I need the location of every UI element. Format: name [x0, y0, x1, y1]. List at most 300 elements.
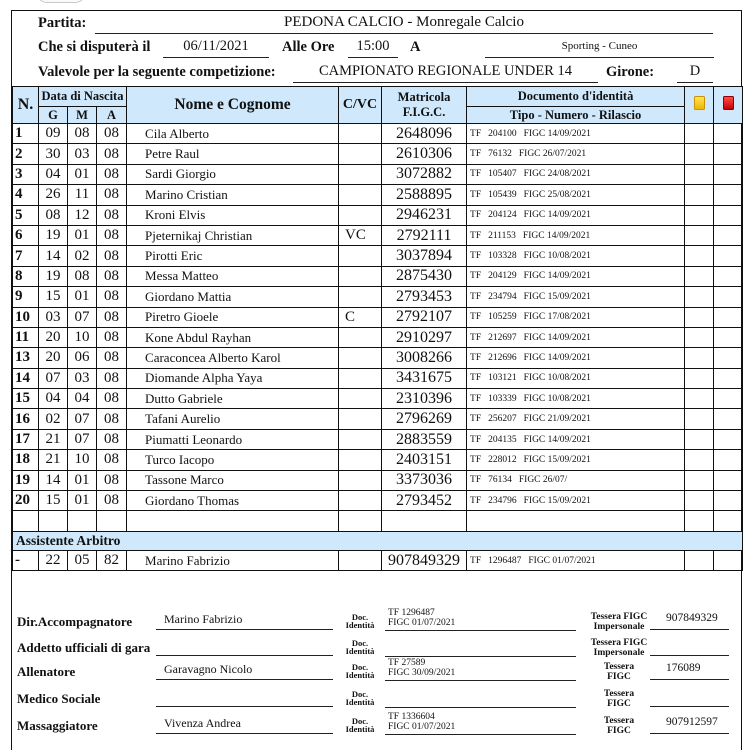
birth-day[interactable]: 22 — [39, 550, 68, 570]
birth-day[interactable]: 08 — [39, 205, 68, 225]
birth-year[interactable]: 08 — [97, 327, 127, 347]
red-card-cell[interactable] — [714, 389, 743, 409]
col-header-month: M — [68, 107, 97, 124]
player-name[interactable]: Piretro Gioele — [127, 307, 339, 327]
table-row — [13, 225, 743, 245]
doc-label-line2: Identità — [345, 670, 375, 680]
birth-year[interactable]: 08 — [97, 307, 127, 327]
birth-month[interactable]: 07 — [68, 307, 97, 327]
doc-label-line1: Doc. — [351, 716, 369, 726]
table-row — [13, 266, 743, 286]
birth-day[interactable]: 19 — [39, 225, 68, 245]
player-name[interactable]: Marino Fabrizio — [127, 550, 339, 570]
captain-flag[interactable] — [339, 368, 382, 388]
identity-document[interactable] — [467, 185, 685, 205]
birth-day[interactable] — [39, 511, 68, 531]
table-row — [13, 450, 743, 470]
player-name[interactable] — [127, 511, 339, 531]
red-card-cell[interactable] — [714, 205, 743, 225]
yellow-card-cell[interactable] — [685, 348, 714, 368]
matricola[interactable]: 2793452 — [382, 491, 467, 511]
doc-issue: FIGC 15/09/2021 — [523, 454, 591, 465]
matricola[interactable]: 2792107 — [382, 307, 467, 327]
matricola[interactable]: 907849329 — [382, 550, 467, 570]
yellow-card-cell[interactable] — [685, 307, 714, 327]
table-row — [13, 307, 743, 327]
captain-flag[interactable] — [339, 266, 382, 286]
tessera-figc-field[interactable]: 176089 — [650, 662, 729, 680]
birth-year[interactable]: 08 — [97, 185, 127, 205]
yellow-card-cell[interactable] — [685, 491, 714, 511]
tessera-figc-field[interactable] — [650, 638, 729, 656]
birth-month[interactable]: 05 — [68, 550, 97, 570]
player-number[interactable]: 8 — [13, 266, 39, 286]
matricola[interactable]: 2946231 — [382, 205, 467, 225]
doc-number: 204135 — [488, 434, 517, 445]
doc-type: TF — [470, 149, 482, 160]
red-card-cell[interactable] — [714, 470, 743, 490]
table-row — [13, 185, 743, 205]
yellow-card-cell[interactable] — [685, 368, 714, 388]
player-number[interactable]: 20 — [13, 491, 39, 511]
birth-month[interactable]: 07 — [68, 429, 97, 449]
captain-flag[interactable] — [339, 348, 382, 368]
staff-document-field[interactable] — [385, 609, 576, 631]
yellow-card-cell[interactable] — [685, 409, 714, 429]
yellow-card-cell[interactable] — [685, 429, 714, 449]
birth-month[interactable]: 08 — [68, 124, 97, 144]
birth-day[interactable]: 20 — [39, 348, 68, 368]
player-number[interactable]: 18 — [13, 450, 39, 470]
doc-type: TF — [470, 189, 482, 200]
girone-label: Girone: — [606, 64, 655, 80]
venue-field[interactable] — [485, 38, 714, 58]
player-name[interactable]: Giordano Thomas — [127, 491, 339, 511]
birth-day[interactable]: 15 — [39, 287, 68, 307]
identity-document[interactable] — [467, 307, 685, 327]
matricola[interactable]: 2792111 — [382, 225, 467, 245]
player-number[interactable]: 3 — [13, 164, 39, 184]
date-value: 06/11/2021 — [183, 38, 249, 54]
birth-month[interactable]: 08 — [68, 266, 97, 286]
time-field[interactable] — [348, 38, 398, 58]
venue-label: A — [410, 39, 421, 55]
birth-day[interactable]: 04 — [39, 389, 68, 409]
player-number[interactable]: 1 — [13, 124, 39, 144]
birth-month[interactable]: 03 — [68, 368, 97, 388]
staff-name-field[interactable]: Vivenza Andrea — [156, 716, 333, 734]
tessera-figc-field[interactable]: 907912597 — [650, 716, 729, 734]
doc-label-line2: Identità — [345, 646, 375, 656]
captain-flag[interactable] — [339, 511, 382, 531]
matricola[interactable]: 3431675 — [382, 368, 467, 388]
staff-name-field[interactable] — [156, 689, 333, 707]
identity-document[interactable] — [467, 409, 685, 429]
staff-name-field[interactable]: Garavagno Nicolo — [156, 662, 333, 680]
birth-month[interactable]: 06 — [68, 348, 97, 368]
birth-year[interactable]: 08 — [97, 389, 127, 409]
player-name[interactable]: Caraconcea Alberto Karol — [127, 348, 339, 368]
staff-document-field[interactable] — [385, 635, 576, 657]
captain-flag[interactable] — [339, 550, 382, 570]
doc-line1: TF 27589 — [388, 658, 426, 668]
red-card-cell[interactable] — [714, 327, 743, 347]
doc-label-line2: Identità — [345, 620, 375, 630]
red-card-cell[interactable] — [714, 124, 743, 144]
birth-day[interactable]: 04 — [39, 164, 68, 184]
yellow-card-cell[interactable] — [685, 287, 714, 307]
player-number[interactable]: 4 — [13, 185, 39, 205]
birth-day[interactable]: 09 — [39, 124, 68, 144]
matricola[interactable]: 2610306 — [382, 144, 467, 164]
staff-role-label: Massaggiatore — [17, 718, 98, 733]
staff-name-field[interactable] — [156, 638, 333, 656]
staff-document-field[interactable] — [385, 686, 576, 708]
doc-line2: FIGC 30/09/2021 — [388, 667, 456, 678]
doc-line2: FIGC 01/07/2021 — [388, 721, 456, 732]
red-card-cell[interactable] — [714, 185, 743, 205]
player-number[interactable]: 2 — [13, 144, 39, 164]
red-card-cell[interactable] — [714, 266, 743, 286]
birth-month[interactable]: 10 — [68, 327, 97, 347]
birth-year[interactable]: 82 — [97, 550, 127, 570]
player-number[interactable]: 7 — [13, 246, 39, 266]
doc-identita-label — [343, 690, 377, 706]
doc-number: 256207 — [488, 414, 517, 425]
yellow-card-cell[interactable] — [685, 266, 714, 286]
captain-flag[interactable] — [339, 491, 382, 511]
identity-document[interactable] — [467, 389, 685, 409]
birth-month[interactable]: 01 — [68, 164, 97, 184]
birth-year[interactable]: 08 — [97, 124, 127, 144]
red-card-cell[interactable] — [714, 550, 743, 570]
yellow-card-cell[interactable] — [685, 470, 714, 490]
matricola[interactable]: 3373036 — [382, 470, 467, 490]
matricola[interactable]: 3008266 — [382, 348, 467, 368]
birth-year[interactable] — [97, 511, 127, 531]
red-card-cell[interactable] — [714, 450, 743, 470]
matricola[interactable]: 2796269 — [382, 409, 467, 429]
doc-type: TF — [470, 312, 482, 323]
yellow-card-cell[interactable] — [685, 246, 714, 266]
doc-line1: TF 1336604 — [388, 712, 435, 722]
identity-document[interactable] — [467, 368, 685, 388]
identity-document[interactable] — [467, 450, 685, 470]
yellow-card-cell[interactable] — [685, 389, 714, 409]
captain-flag[interactable] — [339, 185, 382, 205]
yellow-card-cell[interactable] — [685, 327, 714, 347]
tessera-figc-field[interactable]: 907849329 — [650, 612, 729, 630]
doc-type: TF — [470, 555, 482, 566]
identity-document[interactable] — [467, 124, 685, 144]
identity-document[interactable] — [467, 144, 685, 164]
doc-line1: TF 1296487 — [388, 608, 435, 618]
birth-year[interactable]: 08 — [97, 491, 127, 511]
birth-month[interactable]: 03 — [68, 144, 97, 164]
doc-label-line2: Identità — [345, 697, 375, 707]
matricola[interactable]: 2875430 — [382, 266, 467, 286]
yellow-card-cell[interactable] — [685, 511, 714, 531]
red-card-cell[interactable] — [714, 307, 743, 327]
birth-day[interactable]: 07 — [39, 368, 68, 388]
table-row — [13, 511, 743, 531]
birth-month[interactable]: 01 — [68, 470, 97, 490]
captain-flag[interactable] — [339, 470, 382, 490]
matricola[interactable]: 2588895 — [382, 185, 467, 205]
identity-document[interactable] — [467, 429, 685, 449]
birth-year[interactable]: 08 — [97, 409, 127, 429]
player-name[interactable]: Turco Iacopo — [127, 450, 339, 470]
doc-type: TF — [470, 251, 482, 262]
tessera-label-line1: Tessera FIGC — [590, 638, 648, 648]
birth-day[interactable]: 19 — [39, 266, 68, 286]
identity-document[interactable] — [467, 225, 685, 245]
competition-field[interactable] — [293, 63, 598, 83]
col-header-document: Documento d'identità — [467, 87, 685, 107]
doc-issue: FIGC 17/08/2021 — [523, 312, 591, 323]
player-number[interactable]: 13 — [13, 348, 39, 368]
yellow-card-cell[interactable] — [685, 164, 714, 184]
doc-number: 76132 — [488, 149, 512, 160]
date-label: Che si disputerà il — [38, 39, 151, 55]
red-card-cell[interactable] — [714, 144, 743, 164]
identity-document[interactable] — [467, 511, 685, 531]
time-label: Alle Ore — [282, 39, 335, 55]
captain-flag[interactable] — [339, 246, 382, 266]
captain-flag[interactable] — [339, 409, 382, 429]
doc-number: 212696 — [488, 352, 517, 363]
birth-year[interactable]: 08 — [97, 205, 127, 225]
player-name[interactable]: Diomande Alpha Yaya — [127, 368, 339, 388]
player-number[interactable]: 5 — [13, 205, 39, 225]
tessera-figc-field[interactable] — [650, 689, 729, 707]
birth-year[interactable]: 08 — [97, 450, 127, 470]
player-name[interactable]: Sardi Giorgio — [127, 164, 339, 184]
col-header-year: A — [97, 107, 127, 124]
matricola[interactable]: 2648096 — [382, 124, 467, 144]
red-card-cell[interactable] — [714, 511, 743, 531]
birth-month[interactable]: 10 — [68, 450, 97, 470]
red-card-cell[interactable] — [714, 491, 743, 511]
player-number[interactable]: 14 — [13, 368, 39, 388]
matricola[interactable] — [382, 511, 467, 531]
partita-label: Partita: — [38, 15, 87, 31]
player-name[interactable]: Kroni Elvis — [127, 205, 339, 225]
birth-year[interactable]: 08 — [97, 144, 127, 164]
birth-month[interactable]: 01 — [68, 491, 97, 511]
birth-day[interactable]: 15 — [39, 491, 68, 511]
identity-document[interactable] — [467, 491, 685, 511]
doc-number: 103121 — [488, 373, 517, 384]
birth-month[interactable] — [68, 511, 97, 531]
staff-name-field[interactable]: Marino Fabrizio — [156, 612, 333, 630]
birth-month[interactable]: 04 — [68, 389, 97, 409]
red-card-cell[interactable] — [714, 429, 743, 449]
matricola[interactable]: 3037894 — [382, 246, 467, 266]
red-card-cell[interactable] — [714, 225, 743, 245]
birth-day[interactable]: 30 — [39, 144, 68, 164]
table-row — [13, 470, 743, 490]
identity-document[interactable] — [467, 550, 685, 570]
player-name[interactable]: Marino Cristian — [127, 185, 339, 205]
captain-flag[interactable] — [339, 144, 382, 164]
doc-number: 212697 — [488, 332, 517, 343]
doc-number: 234796 — [488, 495, 517, 506]
staff-role-label: Allenatore — [17, 664, 76, 679]
table-row — [13, 124, 743, 144]
red-card-cell[interactable] — [714, 368, 743, 388]
doc-issue: FIGC 10/08/2021 — [523, 393, 591, 404]
doc-number: 105407 — [488, 169, 517, 180]
identity-document[interactable] — [467, 266, 685, 286]
tessera-figc-label — [586, 717, 652, 736]
player-name[interactable]: Dutto Gabriele — [127, 389, 339, 409]
player-name[interactable]: Petre Raul — [127, 144, 339, 164]
player-name[interactable]: Messa Matteo — [127, 266, 339, 286]
girone-field[interactable] — [677, 63, 713, 83]
player-number[interactable]: 10 — [13, 307, 39, 327]
player-name[interactable]: Pirotti Eric — [127, 246, 339, 266]
matricola[interactable]: 2883559 — [382, 429, 467, 449]
doc-line2: FIGC 01/07/2021 — [388, 617, 456, 628]
birth-day[interactable]: 14 — [39, 470, 68, 490]
red-card-cell[interactable] — [714, 246, 743, 266]
birth-year[interactable]: 08 — [97, 429, 127, 449]
birth-year[interactable]: 08 — [97, 266, 127, 286]
red-card-cell[interactable] — [714, 287, 743, 307]
player-number[interactable]: 9 — [13, 287, 39, 307]
birth-day[interactable]: 26 — [39, 185, 68, 205]
identity-document[interactable] — [467, 287, 685, 307]
yellow-card-cell[interactable] — [685, 185, 714, 205]
yellow-card-cell[interactable] — [685, 450, 714, 470]
captain-flag[interactable] — [339, 164, 382, 184]
partita-field[interactable] — [95, 14, 713, 34]
red-card-cell[interactable] — [714, 348, 743, 368]
identity-document[interactable] — [467, 246, 685, 266]
matricola[interactable]: 2403151 — [382, 450, 467, 470]
doc-type: TF — [470, 352, 482, 363]
captain-flag[interactable] — [339, 124, 382, 144]
identity-document[interactable] — [467, 470, 685, 490]
captain-flag[interactable] — [339, 327, 382, 347]
matricola[interactable]: 2910297 — [382, 327, 467, 347]
player-name[interactable]: Giordano Mattia — [127, 287, 339, 307]
captain-flag[interactable]: VC — [339, 225, 382, 245]
birth-year[interactable]: 08 — [97, 287, 127, 307]
player-name[interactable]: Pjeternikaj Christian — [127, 225, 339, 245]
yellow-card-cell[interactable] — [685, 124, 714, 144]
doc-number: 234794 — [488, 291, 517, 302]
birth-month[interactable]: 07 — [68, 409, 97, 429]
tessera-label-line1: Tessera — [603, 716, 635, 726]
player-number[interactable]: 19 — [13, 470, 39, 490]
matricola-header-line1: Matricola — [397, 90, 451, 104]
captain-flag[interactable] — [339, 389, 382, 409]
doc-issue: FIGC 14/09/2021 — [522, 230, 591, 241]
birth-day[interactable]: 20 — [39, 327, 68, 347]
col-header-document-sub: Tipo - Numero - Rilascio — [467, 107, 685, 124]
birth-day[interactable]: 14 — [39, 246, 68, 266]
doc-type: TF — [470, 434, 482, 445]
tessera-label-line2: FIGC — [607, 725, 631, 736]
birth-year[interactable]: 08 — [97, 246, 127, 266]
birth-year[interactable]: 08 — [97, 164, 127, 184]
birth-month[interactable]: 02 — [68, 246, 97, 266]
player-number[interactable]: 6 — [13, 225, 39, 245]
birth-month[interactable]: 01 — [68, 225, 97, 245]
birth-day[interactable]: 02 — [39, 409, 68, 429]
player-name[interactable]: Piumatti Leonardo — [127, 429, 339, 449]
birth-year[interactable]: 08 — [97, 470, 127, 490]
identity-document[interactable] — [467, 348, 685, 368]
player-number[interactable]: 16 — [13, 409, 39, 429]
birth-day[interactable]: 21 — [39, 429, 68, 449]
matricola[interactable]: 2310396 — [382, 389, 467, 409]
doc-type: TF — [470, 393, 482, 404]
tessera-label-line2: FIGC — [607, 698, 631, 709]
player-number[interactable]: 11 — [13, 327, 39, 347]
player-name[interactable]: Cila Alberto — [127, 124, 339, 144]
yellow-card-cell[interactable] — [685, 550, 714, 570]
player-number[interactable]: - — [13, 550, 39, 570]
yellow-card-cell[interactable] — [685, 205, 714, 225]
partita-value: PEDONA CALCIO - Monregale Calcio — [284, 14, 524, 30]
identity-document[interactable] — [467, 327, 685, 347]
captain-flag[interactable] — [339, 205, 382, 225]
matricola[interactable]: 3072882 — [382, 164, 467, 184]
birth-year[interactable]: 08 — [97, 225, 127, 245]
table-row — [13, 144, 743, 164]
identity-document[interactable] — [467, 164, 685, 184]
date-field[interactable] — [163, 38, 269, 58]
birth-month[interactable]: 12 — [68, 205, 97, 225]
player-number[interactable] — [13, 511, 39, 531]
birth-month[interactable]: 01 — [68, 287, 97, 307]
birth-year[interactable]: 08 — [97, 368, 127, 388]
captain-flag[interactable]: C — [339, 307, 382, 327]
table-row — [13, 327, 743, 347]
birth-day[interactable]: 21 — [39, 450, 68, 470]
staff-document-field[interactable] — [385, 713, 576, 735]
doc-issue: FIGC 14/09/2021 — [523, 332, 591, 343]
red-card-cell[interactable] — [714, 409, 743, 429]
yellow-card-cell[interactable] — [685, 225, 714, 245]
player-name[interactable]: Tassone Marco — [127, 470, 339, 490]
yellow-card-cell[interactable] — [685, 144, 714, 164]
doc-label-line2: Identità — [345, 724, 375, 734]
captain-flag[interactable] — [339, 287, 382, 307]
player-name[interactable]: Kone Abdul Rayhan — [127, 327, 339, 347]
captain-flag[interactable] — [339, 450, 382, 470]
red-card-icon — [723, 96, 734, 110]
matricola[interactable]: 2793453 — [382, 287, 467, 307]
player-number[interactable]: 15 — [13, 389, 39, 409]
player-number[interactable]: 17 — [13, 429, 39, 449]
player-name[interactable]: Tafani Aurelio — [127, 409, 339, 429]
staff-document-field[interactable] — [385, 659, 576, 681]
col-header-matricola — [382, 87, 467, 124]
birth-month[interactable]: 11 — [68, 185, 97, 205]
tessera-label-line2: Impersonale — [593, 647, 645, 658]
captain-flag[interactable] — [339, 429, 382, 449]
birth-day[interactable]: 03 — [39, 307, 68, 327]
birth-year[interactable]: 08 — [97, 348, 127, 368]
red-card-cell[interactable] — [714, 164, 743, 184]
identity-document[interactable] — [467, 205, 685, 225]
doc-number: 204100 — [488, 128, 517, 139]
doc-issue: FIGC 26/07/ — [518, 475, 568, 486]
